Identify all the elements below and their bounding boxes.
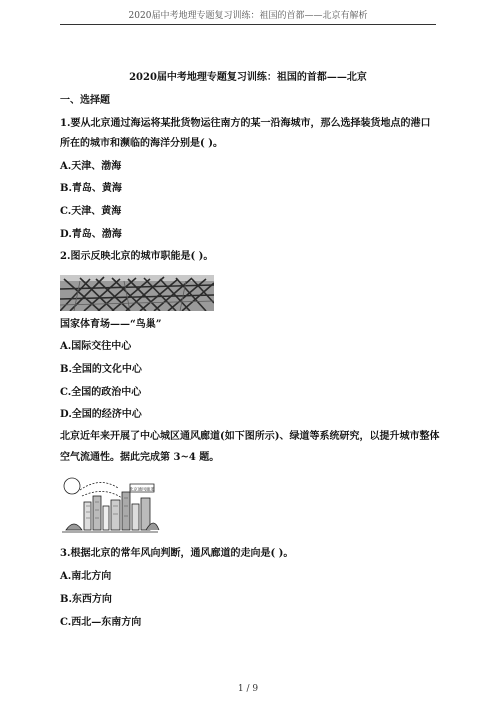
page-header: 2020届中考地理专题复习训练：祖国的首都——北京有解析	[128, 11, 368, 21]
q2-option-d: D.全国的经济中心	[60, 409, 142, 420]
q3-option-b: B.东西方向	[60, 594, 112, 605]
header-divider	[60, 24, 436, 25]
intro-line1: 北京近年来开展了中心城区通风廊道(如下图所示)、绿道等系统研究，以提升城市整体	[60, 431, 440, 442]
q1-option-b: B.青岛、黄海	[60, 183, 122, 194]
q2-option-b: B.全国的文化中心	[60, 364, 142, 375]
q3-option-a: A.南北方向	[60, 571, 112, 582]
q2-figure-caption: 国家体育场——“鸟巢”	[60, 319, 162, 330]
figure-label: 北京通风廊道	[129, 486, 155, 492]
q1-stem-line2: 所在的城市和濒临的海洋分别是( )。	[60, 138, 223, 149]
document-title: 2020届中考地理专题复习训练：祖国的首都——北京	[129, 72, 367, 83]
section-heading: 一、选择题	[60, 95, 110, 106]
q2-option-a: A.国际交往中心	[60, 341, 132, 352]
q1-option-a: A.天津、渤海	[60, 161, 122, 172]
q2-stem: 2.图示反映北京的城市职能是( )。	[60, 251, 214, 262]
q1-option-c: C.天津、黄海	[60, 206, 122, 217]
q2-option-c: C.全国的政治中心	[60, 387, 142, 398]
birds-nest-stadium-photo	[60, 275, 214, 311]
q1-option-d: D.青岛、渤海	[60, 229, 122, 240]
page-number: 1 / 9	[237, 684, 259, 694]
intro-line2: 空气流通性。据此完成第 3~4 题。	[60, 452, 220, 463]
ventilation-corridor-illustration	[60, 472, 160, 535]
q1-stem-line1: 1.要从北京通过海运将某批货物运往南方的某一沿海城市，那么选择装货地点的港口	[60, 118, 431, 129]
q3-option-c: C.西北—东南方向	[60, 617, 142, 628]
q3-stem: 3.根据北京的常年风向判断，通风廊道的走向是( )。	[60, 548, 294, 559]
